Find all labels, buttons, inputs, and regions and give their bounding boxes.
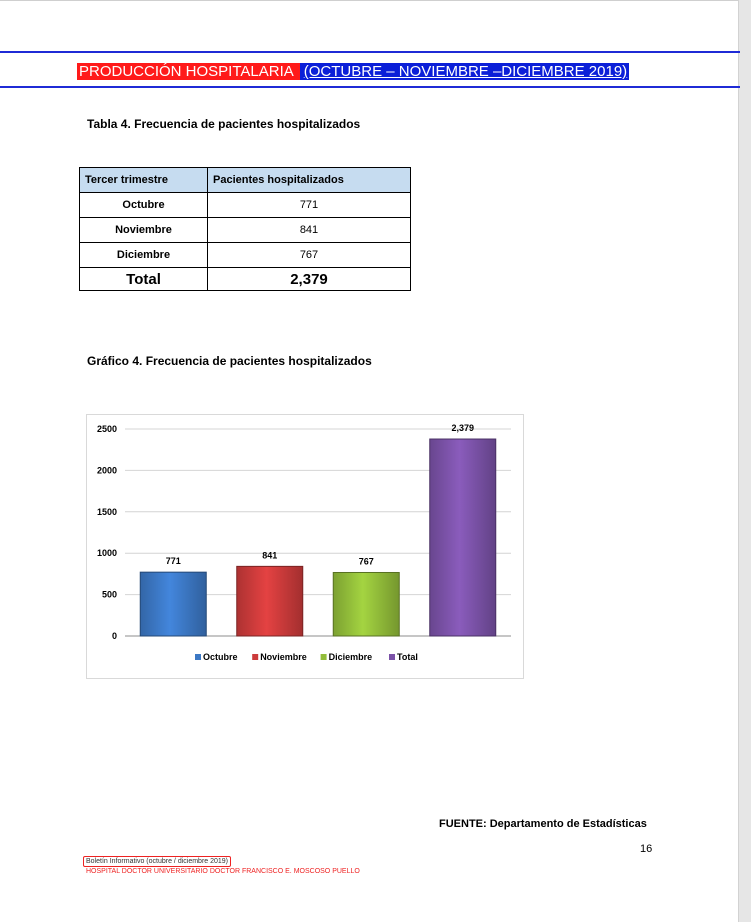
footer-bulletin: Boletín Informativo (octubre / diciembre 2019) (83, 856, 231, 867)
table-cell-value: 767 (208, 243, 411, 268)
table-total-row (80, 268, 411, 291)
y-tick-label: 500 (101, 589, 117, 600)
table-total-label: Total (80, 268, 208, 291)
table-cell-month: Octubre (80, 193, 208, 218)
page-top-border (0, 0, 740, 1)
vertical-scrollbar[interactable] (738, 0, 751, 922)
legend-label: Octubre (203, 652, 238, 662)
table-header-row (80, 168, 411, 193)
page-number: 16 (640, 843, 653, 855)
table-row (80, 193, 411, 218)
header-rule-top (0, 51, 740, 53)
header-rule-bottom (0, 86, 740, 88)
table-cell-value: 771 (208, 193, 411, 218)
legend-label: Total (397, 652, 418, 662)
header-title-red: PRODUCCIÓN HOSPITALARIA (77, 63, 300, 80)
legend-swatch (321, 654, 327, 660)
table-cell-value: 841 (208, 218, 411, 243)
page-footer (83, 856, 360, 876)
frequency-table (79, 167, 411, 291)
bar-octubre (140, 572, 206, 636)
y-tick-label: 0 (111, 631, 117, 641)
bar-diciembre (333, 572, 399, 636)
table-row (80, 218, 411, 243)
bar-noviembre (237, 566, 303, 636)
source-note: FUENTE: Departamento de Estadísticas (439, 818, 647, 830)
bar-value-label: 841 (262, 550, 278, 561)
footer-hospital: HOSPITAL DOCTOR UNIVERSITARIO DOCTOR FRANCISCO E. MOSCOSO PUELLO (86, 868, 360, 875)
table-cell-month: Noviembre (80, 218, 208, 243)
header-title-blue: (OCTUBRE – NOVIEMBRE –DICIEMBRE 2019) (300, 63, 629, 80)
table-cell-month: Diciembre (80, 243, 208, 268)
chart-caption: Gráfico 4. Frecuencia de pacientes hospitalizados (87, 354, 372, 368)
y-tick-label: 1000 (96, 548, 117, 559)
table-header-cell: Tercer trimestre (80, 168, 208, 193)
table-caption: Tabla 4. Frecuencia de pacientes hospitalizados (87, 117, 361, 131)
y-tick-label: 2500 (96, 424, 117, 434)
legend-label: Noviembre (260, 652, 307, 662)
table-total-value: 2,379 (208, 268, 411, 291)
y-tick-label: 1500 (96, 506, 117, 517)
bar-value-label: 767 (358, 556, 374, 567)
legend-label: Diciembre (328, 652, 373, 662)
bar-chart-svg (87, 415, 523, 678)
legend-swatch (252, 654, 258, 660)
page-header (77, 62, 629, 82)
table-header-cell: Pacientes hospitalizados (208, 168, 411, 193)
legend-swatch (195, 654, 201, 660)
table-row (80, 243, 411, 268)
legend-swatch (389, 654, 395, 660)
y-tick-label: 2000 (96, 465, 117, 476)
bar-total (430, 439, 496, 636)
bar-chart (86, 414, 524, 679)
bar-value-label: 2,379 (451, 423, 475, 434)
bar-value-label: 771 (165, 556, 181, 567)
